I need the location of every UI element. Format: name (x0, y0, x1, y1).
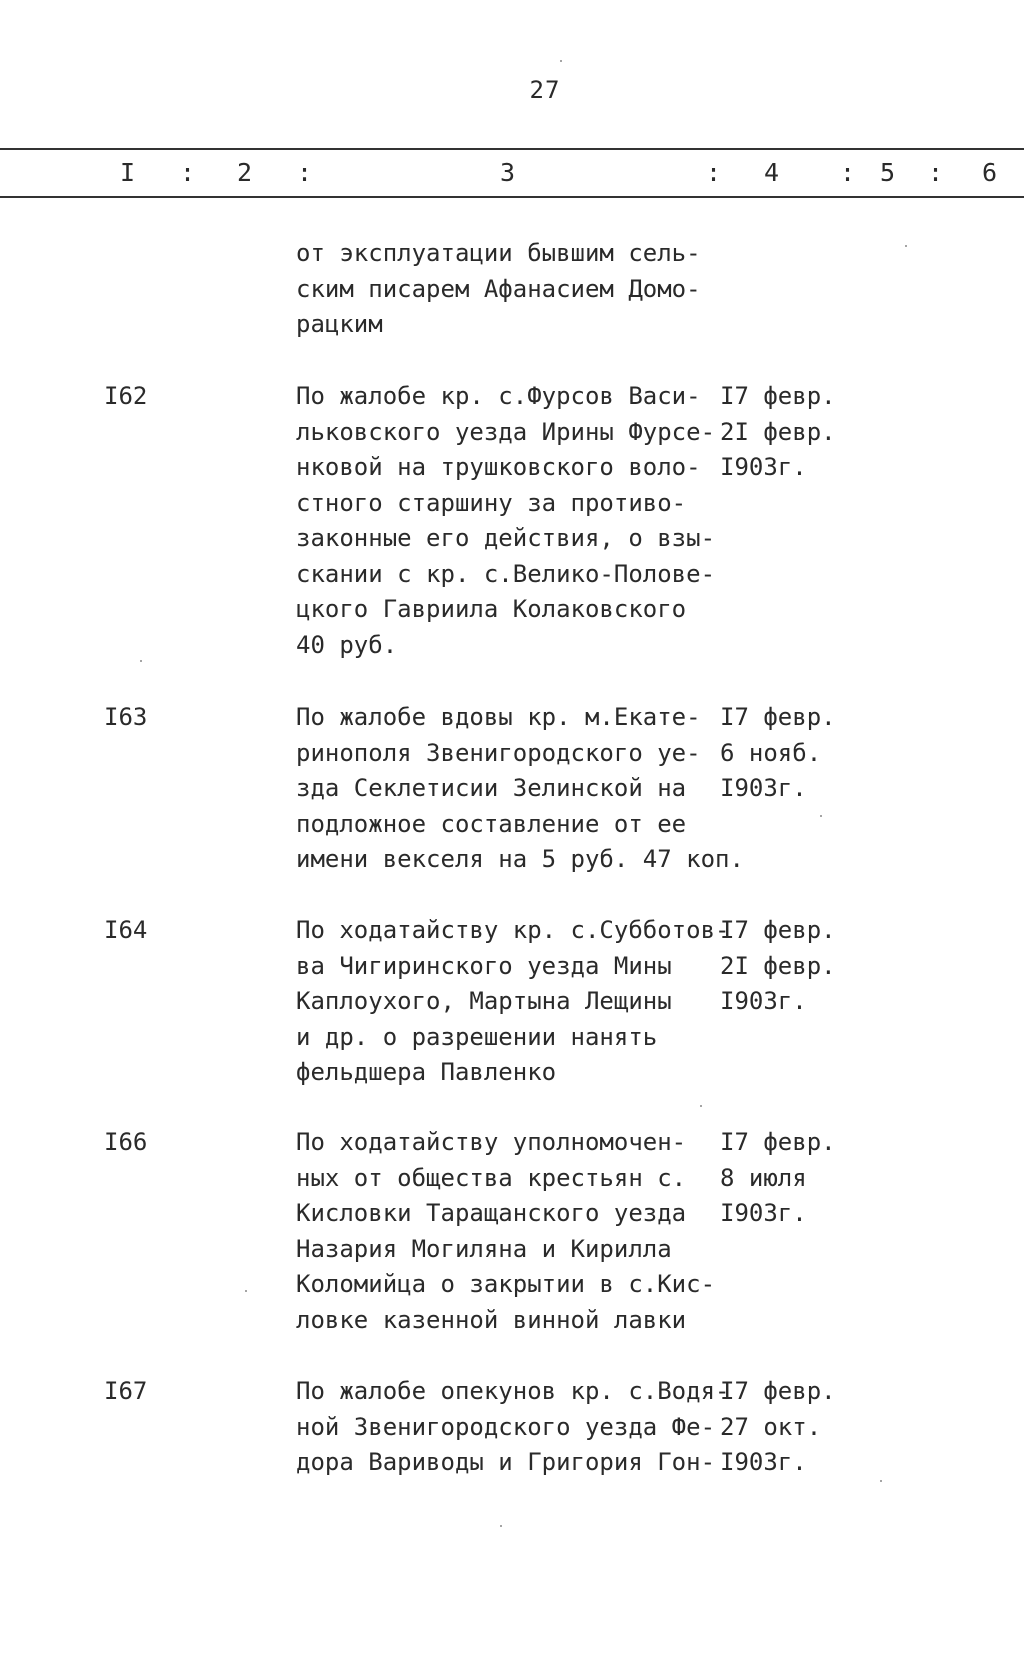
entry-text-line: 40 руб. (296, 630, 398, 659)
column-header-2: 2 (237, 158, 253, 187)
entry-number: I67 (104, 1377, 148, 1405)
entry-description (296, 913, 730, 1091)
entry-text-line: фельдшера Павленко (296, 1058, 557, 1086)
entry-number: I64 (104, 916, 148, 944)
header-top-rule (0, 148, 1024, 150)
page-number: 27 (529, 76, 561, 104)
date-end: 2I февр. (720, 417, 836, 446)
column-separator: : (706, 158, 722, 187)
date-end: 2I февр. (720, 951, 836, 980)
scan-speck (140, 660, 142, 662)
date-start: I7 февр. (720, 916, 836, 944)
date-year: I903г. (720, 453, 807, 481)
date-end: 27 окт. (720, 1412, 822, 1441)
entry-description (296, 236, 726, 343)
entry-dates (720, 700, 880, 807)
entry-text-line: Каплоухого, Мартына Лещины (296, 987, 672, 1015)
date-year: I903г. (720, 774, 807, 802)
entry-text-line: зда Секлетисии Зелинской на (296, 774, 687, 802)
entry-number: I66 (104, 1128, 148, 1156)
entry-text-line: ва Чигиринского уезда Мины (296, 951, 672, 980)
date-end: 6 нояб. (720, 738, 822, 767)
date-year: I903г. (720, 987, 807, 1015)
column-separator: : (840, 158, 856, 187)
date-start: I7 февр. (720, 382, 836, 410)
entry-text-line: ринополя Звенигородского уе- (296, 738, 701, 767)
date-start: I7 февр. (720, 703, 836, 731)
entry-text-line: законные его действия, о взы- (296, 524, 716, 552)
entry-text-line: ловке казенной винной лавки (296, 1305, 687, 1334)
entry-text-line: от эксплуатации бывшим сель- (296, 239, 701, 267)
entry-text-line: льковского уезда Ирины Фурсе- (296, 417, 716, 446)
entry-text-line: скании с кр. с.Велико-Полове- (296, 559, 716, 588)
entry-number: I62 (104, 382, 148, 410)
column-header-row (0, 156, 1024, 190)
entry-text-line: Кисловки Таращанского уезда (296, 1199, 687, 1227)
entry-text-line: По жалобе опекунов кр. с.Водя- (296, 1377, 730, 1405)
column-header-6: 6 (982, 158, 998, 187)
scan-speck (820, 815, 822, 817)
scan-speck (500, 1525, 502, 1527)
entry-text-line: ной Звенигородского уезда Фе- (296, 1412, 716, 1441)
entry-text-line: подложное составление от ее (296, 809, 687, 838)
scan-speck (560, 60, 562, 62)
date-end: 8 июля (720, 1163, 807, 1192)
entry-text-line: По ходатайству кр. с.Субботов- (296, 916, 730, 944)
entry-text-line: дора Вариводы и Григория Гон- (296, 1448, 716, 1476)
column-header-3: 3 (500, 158, 516, 187)
scan-speck (905, 245, 907, 247)
entry-dates (720, 913, 880, 1020)
date-year: I903г. (720, 1448, 807, 1476)
scan-speck (880, 1480, 882, 1482)
column-header-1: I (120, 158, 136, 187)
entry-text-line: рацким (296, 310, 383, 338)
column-header-5: 5 (880, 158, 896, 187)
entry-text-line: ных от общества крестьян с. (296, 1163, 687, 1192)
column-header-4: 4 (764, 158, 780, 187)
entry-dates (720, 379, 880, 486)
entry-text-line: имени векселя на 5 руб. 47 коп. (296, 845, 744, 873)
entry-description (296, 379, 726, 663)
scan-speck (700, 1105, 702, 1107)
entry-text-line: По жалобе кр. с.Фурсов Васи- (296, 382, 701, 410)
entry-description (296, 700, 744, 878)
entry-description (296, 1125, 726, 1338)
entry-text-line: ским писарем Афанасием Домо- (296, 274, 701, 303)
date-year: I903г. (720, 1199, 807, 1227)
entry-text-line: Коломийца о закрытии в с.Кис- (296, 1270, 716, 1298)
entry-text-line: По жалобе вдовы кр. м.Екате- (296, 703, 701, 731)
date-start: I7 февр. (720, 1128, 836, 1156)
header-bottom-rule (0, 196, 1024, 198)
entry-description (296, 1374, 730, 1481)
column-separator: : (180, 158, 196, 187)
entry-number: I63 (104, 703, 148, 731)
column-separator: : (928, 158, 944, 187)
entry-text-line: нковой на трушковского воло- (296, 453, 701, 481)
entry-text-line: По ходатайству уполномочен- (296, 1128, 687, 1156)
scan-speck (245, 1290, 247, 1292)
entry-dates (720, 1125, 880, 1232)
entry-dates (720, 1374, 880, 1481)
entry-text-line: стного старшину за противо- (296, 488, 687, 517)
column-separator: : (297, 158, 313, 187)
date-start: I7 февр. (720, 1377, 836, 1405)
entry-text-line: цкого Гавриила Колаковского (296, 595, 687, 623)
entry-text-line: Назария Могиляна и Кирилла (296, 1234, 672, 1263)
entry-text-line: и др. о разрешении нанять (296, 1022, 658, 1051)
